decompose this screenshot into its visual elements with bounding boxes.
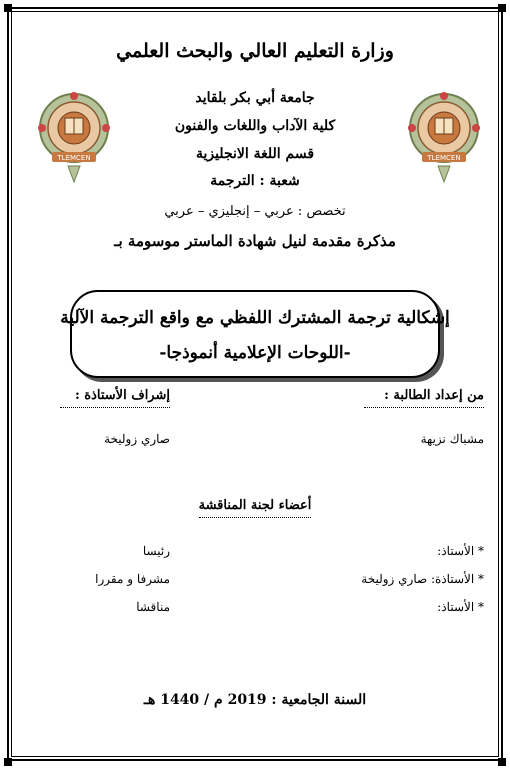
ministry-name: وزارة التعليم العالي والبحث العلمي	[116, 40, 394, 62]
academic-year: السنة الجامعية : 2019 م / 1440 هـ	[143, 692, 367, 708]
branch: شعبة : الترجمة	[210, 173, 300, 189]
committee-member-role: مناقشا	[136, 600, 170, 614]
student-name: مشباك نزيهة	[420, 432, 484, 446]
committee-member-name: * الأستاذ:	[437, 544, 484, 558]
border-corner	[4, 758, 12, 766]
student-label: من إعداد الطالبة :	[364, 388, 484, 408]
thesis-title-box	[70, 290, 440, 378]
supervisor-label: إشراف الأستاذة :	[60, 388, 170, 408]
faculty-name: كلية الآداب واللغات والفنون	[174, 118, 336, 134]
committee-member-name: * الأستاذة: صاري زوليخة	[361, 572, 484, 586]
committee-member-role: مشرفا و مقررا	[95, 572, 170, 586]
specialty: تخصص : عربي – إنجليزي – عربي	[164, 204, 346, 219]
memo-intro: مذكرة مقدمة لنيل شهادة الماستر موسومة بـ	[114, 232, 396, 250]
committee-member-name: * الأستاذ:	[437, 600, 484, 614]
university-name: جامعة أبي بكر بلقايد	[195, 90, 315, 106]
border-corner	[4, 4, 12, 12]
border-corner	[498, 4, 506, 12]
supervisor-name: صاري زوليخة	[104, 432, 170, 446]
border-corner	[498, 758, 506, 766]
thesis-title-line2: -اللوحات الإعلامية أنموذجا-	[159, 343, 351, 363]
thesis-title-line1: إشكالية ترجمة المشترك اللفظي مع واقع الترجمة الآلية	[60, 308, 450, 328]
committee-title: أعضاء لجنة المناقشة	[0, 498, 510, 513]
department-name: قسم اللغة الانجليزية	[195, 146, 315, 162]
logo-text: TLEMCEN	[427, 154, 461, 162]
committee-member-role: رئيسا	[142, 544, 170, 558]
logo-text: TLEMCEN	[57, 154, 91, 162]
